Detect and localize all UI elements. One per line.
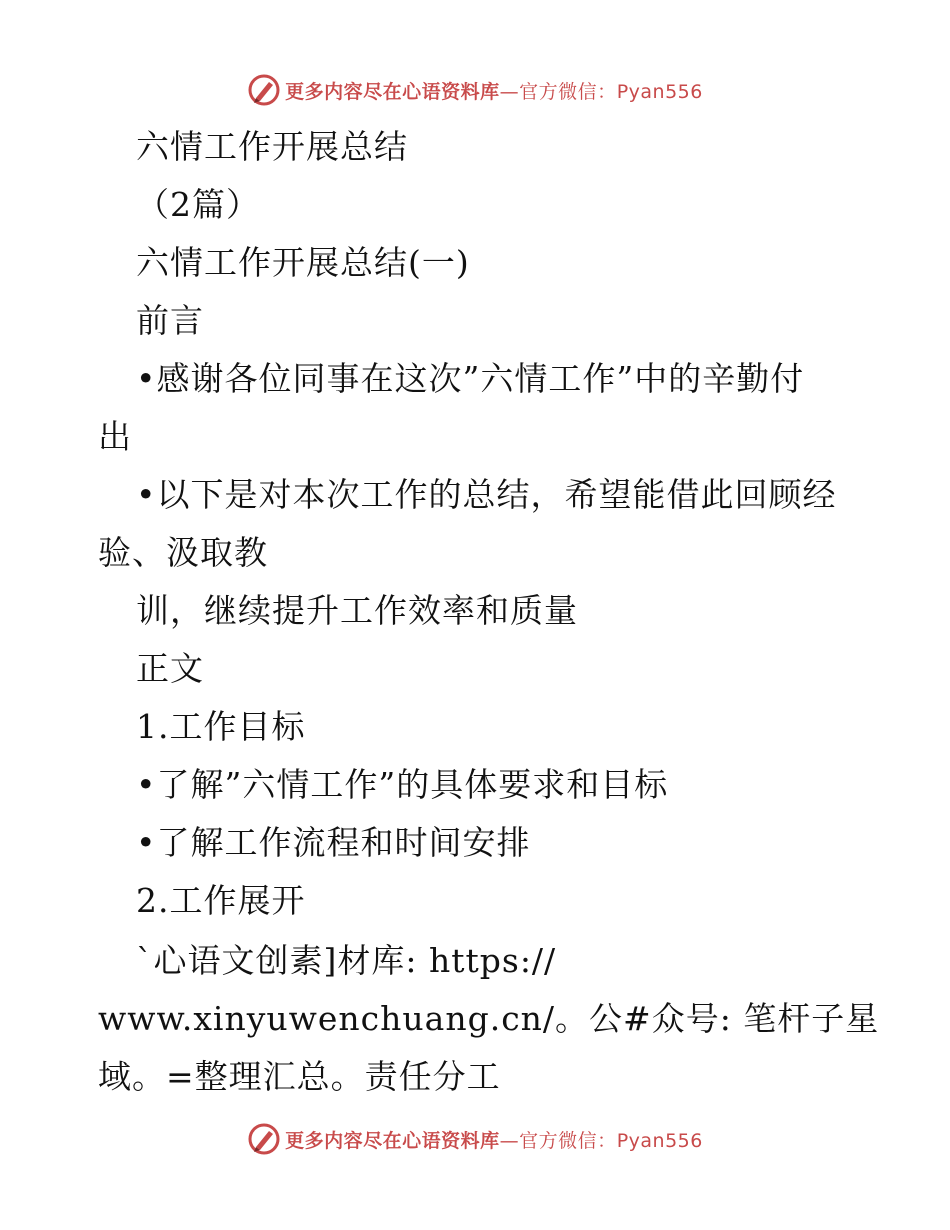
watermark-main: 更多内容尽在心语资料库 [285, 1129, 500, 1152]
paragraph-line: •感谢各位同事在这次”六情工作”中的辛勤付 [136, 359, 805, 398]
pen-logo-icon [247, 73, 281, 107]
watermark-sep: — [499, 1129, 520, 1152]
paragraph-line: •了解工作流程和时间安排 [136, 823, 531, 862]
pen-logo-icon [247, 1122, 281, 1156]
doc-subtitle: （2篇） [136, 185, 260, 224]
section-title: 六情工作开展总结(一) [136, 243, 470, 282]
heading-goal: 1.工作目标 [136, 707, 306, 746]
paragraph-line: `心语文创素]材库: https:// [136, 941, 557, 980]
paragraph-line: www.xinyuwenchuang.cn/。公#众号: 笔杆子星 [98, 999, 880, 1038]
header-watermark [0, 68, 950, 112]
watermark-account: Pyan556 [616, 80, 703, 103]
paragraph-line: 域。=整理汇总。责任分工 [98, 1057, 501, 1096]
heading-progress: 2.工作展开 [136, 881, 306, 920]
paragraph-line: •以下是对本次工作的总结，希望能借此回顾经 [136, 475, 837, 514]
paragraph-line: 验、汲取教 [98, 533, 268, 572]
paragraph-line: 出 [98, 417, 132, 456]
doc-title: 六情工作开展总结 [136, 127, 408, 166]
footer-watermark [0, 1117, 950, 1161]
heading-body: 正文 [136, 649, 204, 688]
paragraph-line: •了解”六情工作”的具体要求和目标 [136, 765, 669, 804]
watermark-main: 更多内容尽在心语资料库 [285, 80, 500, 103]
heading-preface: 前言 [136, 301, 204, 340]
paragraph-line: 训，继续提升工作效率和质量 [136, 591, 578, 630]
watermark-label: 官方微信： [519, 80, 617, 103]
watermark-label: 官方微信： [519, 1129, 617, 1152]
watermark-account: Pyan556 [616, 1129, 703, 1152]
watermark-sep: — [499, 80, 520, 103]
